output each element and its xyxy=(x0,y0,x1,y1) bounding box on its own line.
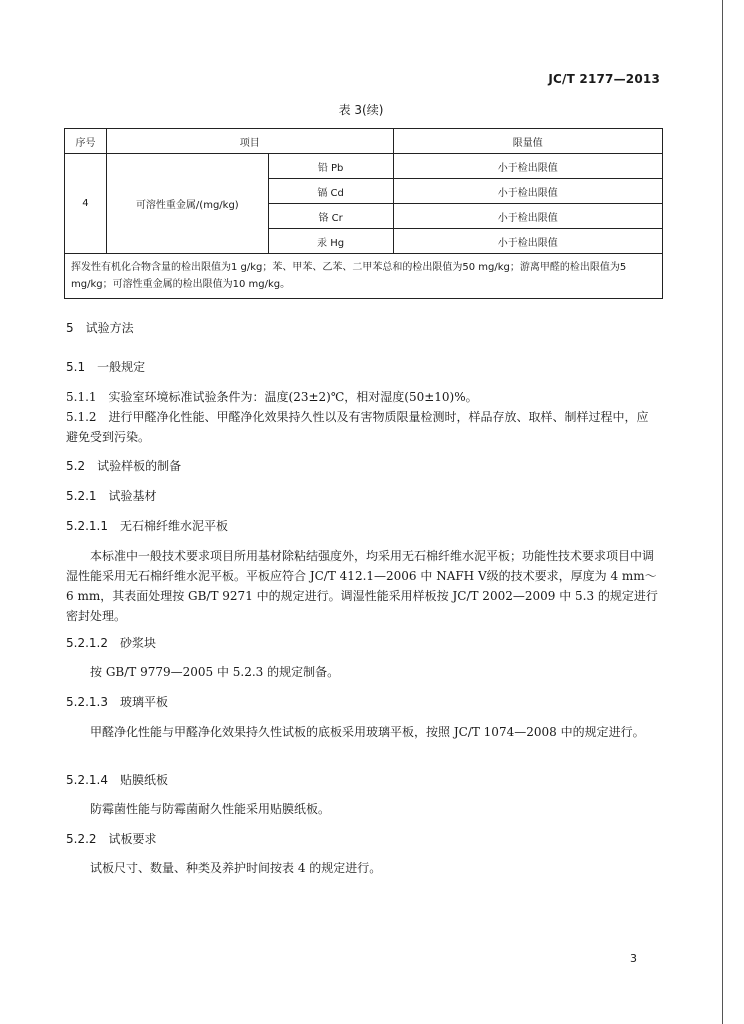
table-row xyxy=(65,154,663,179)
col-header-item: 项目 xyxy=(106,129,393,154)
section-5-2-1-3-heading: 5.2.1.3 玻璃平板 xyxy=(66,695,168,709)
table-note-row xyxy=(65,254,663,299)
paragraph-5-2-1-4: 防霉菌性能与防霉菌耐久性能采用贴膜纸板。 xyxy=(90,802,331,816)
limits-table xyxy=(64,128,663,299)
metal-limit: 小于检出限值 xyxy=(393,229,663,254)
metal-limit: 小于检出限值 xyxy=(393,154,663,179)
section-5-1-heading: 5.1 一般规定 xyxy=(66,360,146,374)
paragraph-5-2-1-3: 甲醛净化性能与甲醛净化效果持久性试板的底板采用玻璃平板，按照 JC/T 1074—2008 中的规定进行。 xyxy=(90,725,645,739)
standard-code: JC/T 2177—2013 xyxy=(548,72,660,86)
col-header-no: 序号 xyxy=(65,129,107,154)
col-header-limit: 限量值 xyxy=(393,129,663,154)
paragraph-5-2-1-2: 按 GB/T 9779—2005 中 5.2.3 的规定制备。 xyxy=(90,665,340,679)
section-5-2-1-1-heading: 5.2.1.1 无石棉纤维水泥平板 xyxy=(66,519,228,533)
section-5-2-1-4-heading: 5.2.1.4 贴膜纸板 xyxy=(66,773,168,787)
clause-5-1-2: 5.1.2 进行甲醛净化性能、甲醛净化效果持久性以及有害物质限量检测时，样品存放、取样、制样过程中，应避免受到污染。 xyxy=(66,410,649,444)
metal-limit: 小于检出限值 xyxy=(393,179,663,204)
paragraph-5-2-2: 试板尺寸、数量、种类及养护时间按表 4 的规定进行。 xyxy=(90,861,382,875)
page-edge-line xyxy=(722,0,723,1024)
section-5-2-2-heading: 5.2.2 试板要求 xyxy=(66,832,157,846)
table-header-row xyxy=(65,129,663,154)
metal-name: 汞 Hg xyxy=(268,229,393,254)
section-5-2-heading: 5.2 试验样板的制备 xyxy=(66,459,182,473)
paragraph-5-2-1-1: 本标准中一般技术要求项目所用基材除粘结强度外，均采用无石棉纤维水泥平板；功能性技术要求项目中调湿性能采用无石棉纤维水泥平板。平板应符合 JC/T 412.1—2006 中 NAFH Ⅴ级的技术要求，厚度为 4 mm～6 mm，其表面处理按 GB/T 9271 中的规定进行。调湿性能采用样板按 JC/T 2002—2009 中 5.3 的规定进行密封处理。 xyxy=(66,549,658,623)
row-item: 可溶性重金属/(mg/kg) xyxy=(106,154,268,254)
table-caption: 表 3(续) xyxy=(338,103,384,117)
metal-name: 铅 Pb xyxy=(268,154,393,179)
metal-name: 镉 Cd xyxy=(268,179,393,204)
row-number: 4 xyxy=(65,154,107,254)
metal-name: 铬 Cr xyxy=(268,204,393,229)
page-number: 3 xyxy=(630,952,637,965)
table-note: 挥发性有机化合物含量的检出限值为1 g/kg；苯、甲苯、乙苯、二甲苯总和的检出限值为50 mg/kg；游离甲醛的检出限值为5 mg/kg；可溶性重金属的检出限值为10 mg/kg。 xyxy=(65,254,663,299)
metal-limit: 小于检出限值 xyxy=(393,204,663,229)
section-5-2-1-heading: 5.2.1 试验基材 xyxy=(66,489,157,503)
section-5-heading: 5 试验方法 xyxy=(66,321,134,335)
section-5-2-1-2-heading: 5.2.1.2 砂浆块 xyxy=(66,636,156,650)
clause-5-1-1: 5.1.1 实验室环境标准试验条件为：温度(23±2)℃，相对湿度(50±10)%。 xyxy=(66,390,478,404)
